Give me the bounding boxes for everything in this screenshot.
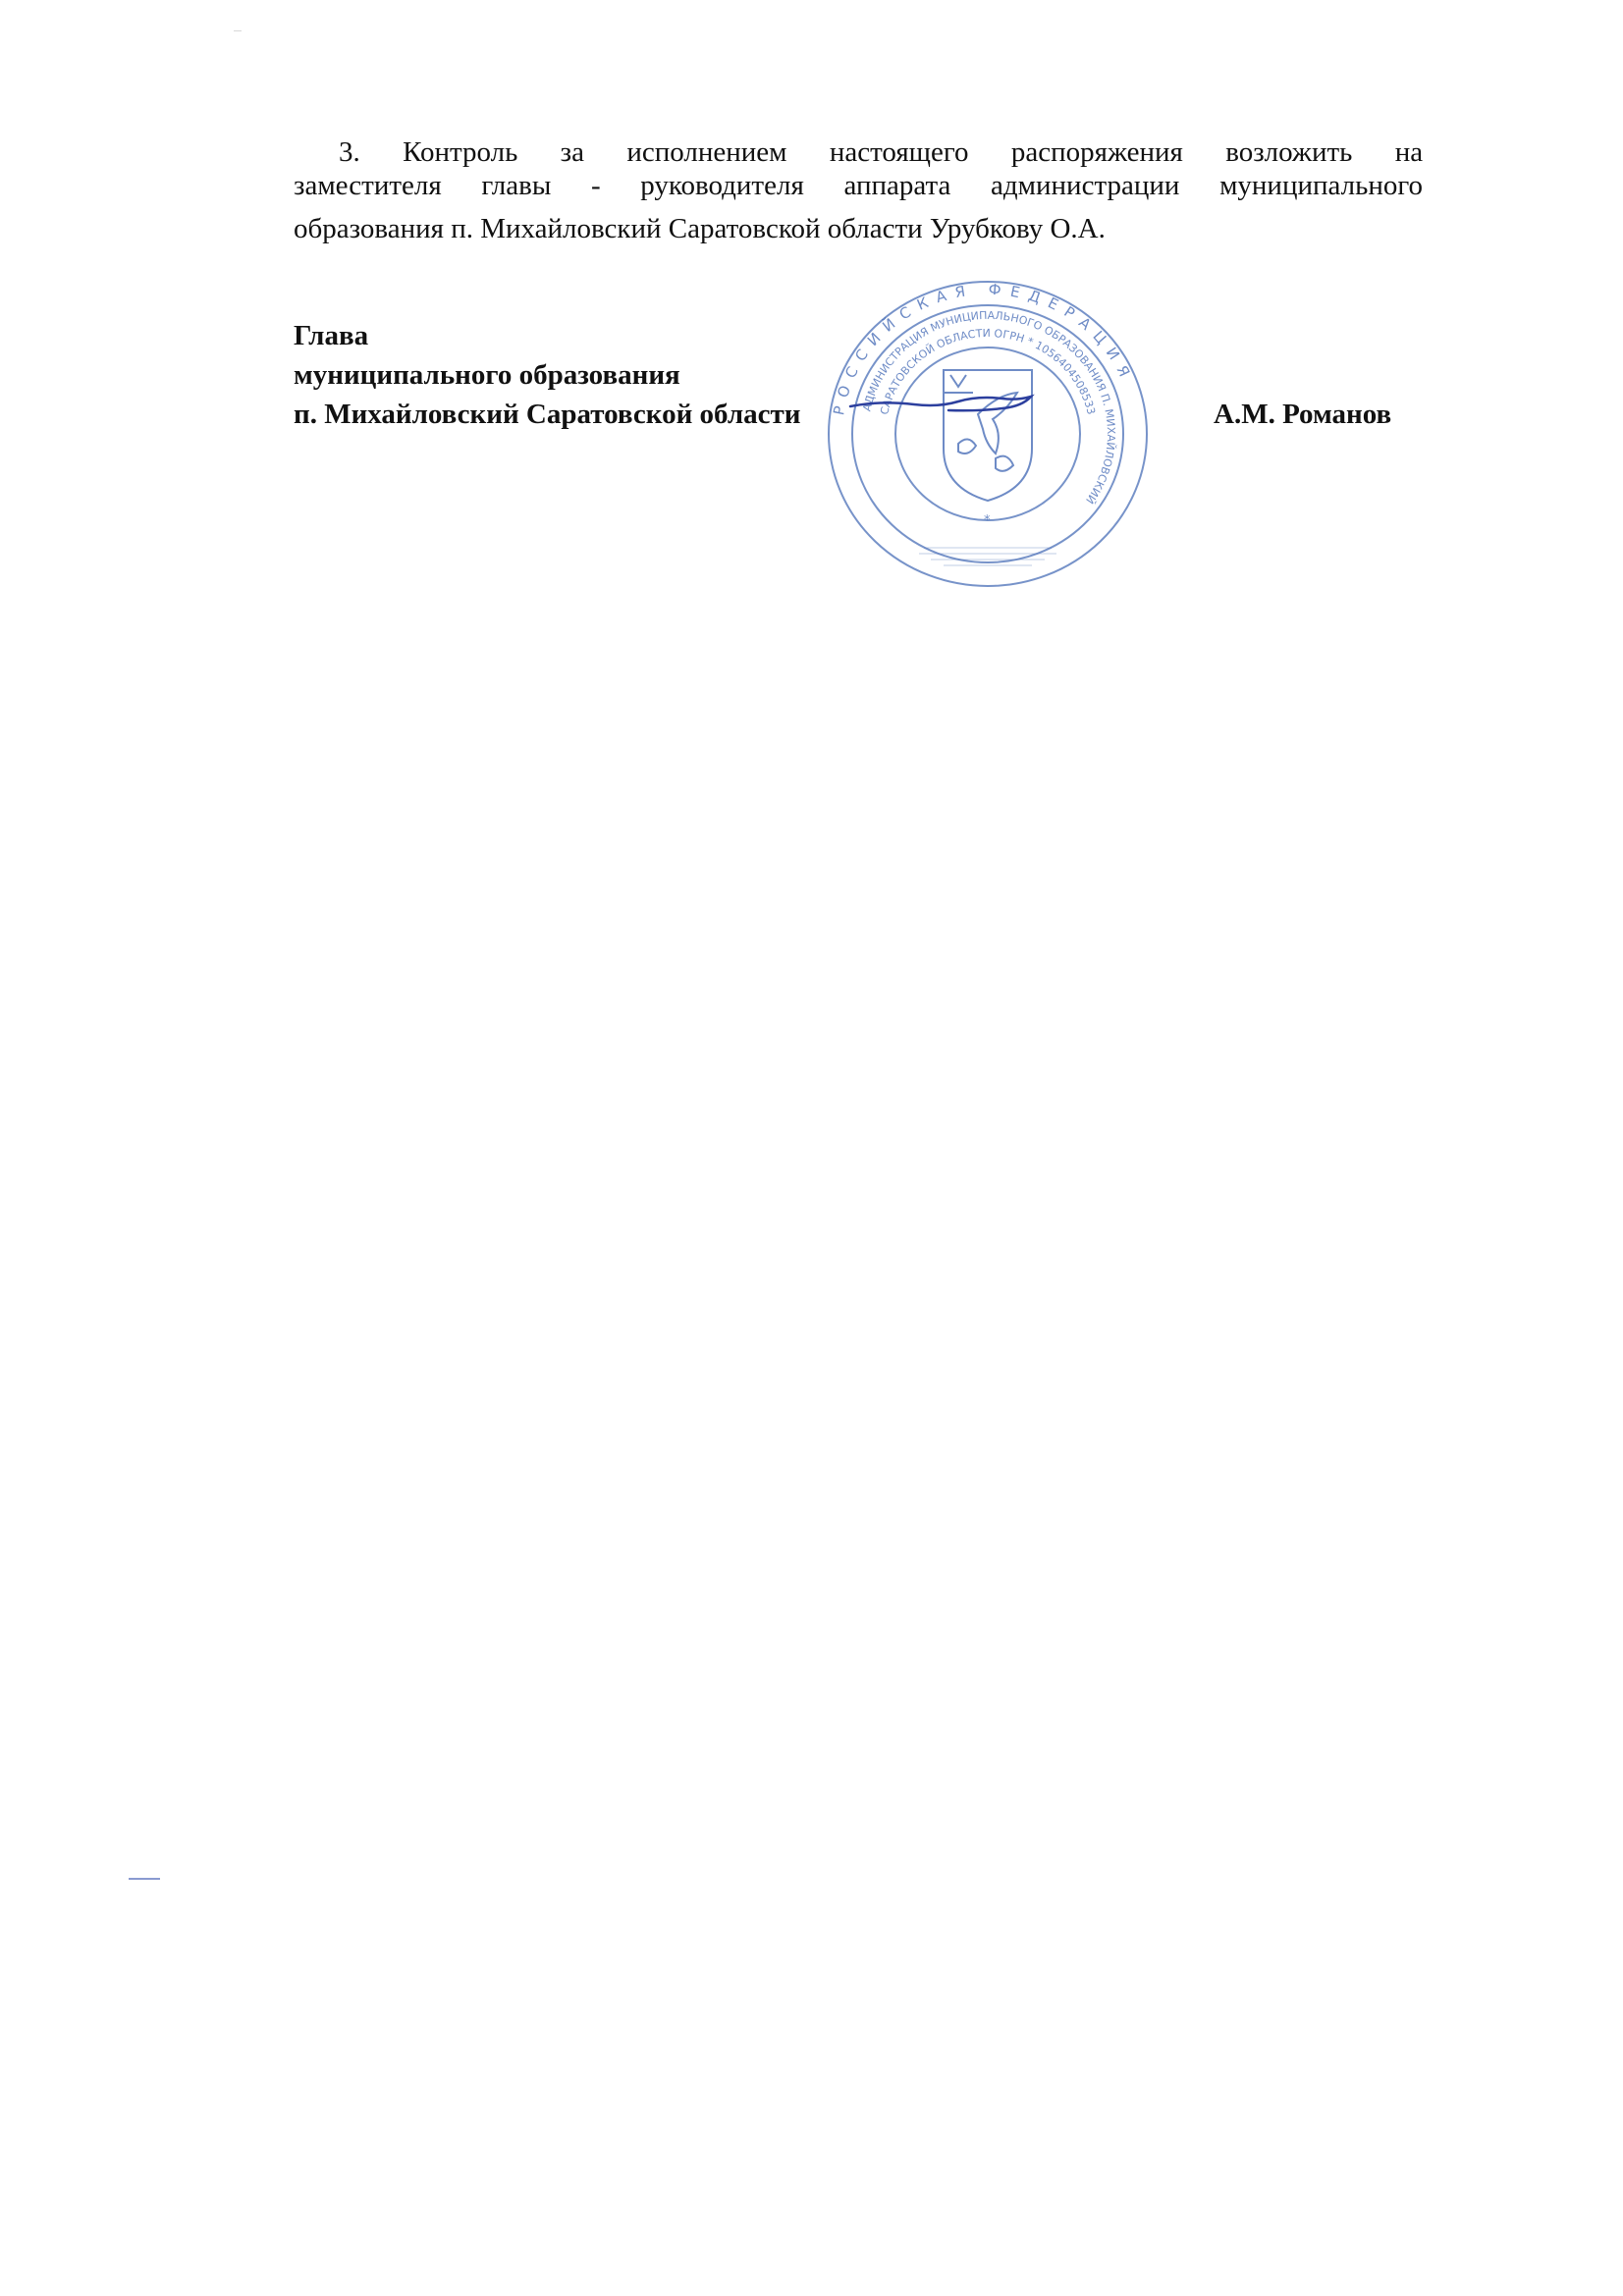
word: исполнением — [626, 136, 787, 168]
stamp-middle-textpath: АДМИНИСТРАЦИЯ МУНИЦИПАЛЬНОГО ОБРАЗОВАНИЯ П. МИХАЙЛОВСКИЙ — [860, 308, 1118, 507]
stamp-star-icon: * — [984, 513, 991, 528]
item3-line3: образования п. Михайловский Саратовской области Урубкову О.А. — [294, 213, 1106, 244]
item3-line1 — [339, 135, 1423, 169]
word: заместителя — [294, 170, 442, 201]
stamp-inner-textpath: САРАТОВСКОЙ ОБЛАСТИ ОГРН * 1056404508533 — [878, 326, 1098, 416]
signature-position-line2: муниципального образования — [294, 359, 680, 391]
word: на — [1394, 136, 1424, 168]
item-number: 3. — [339, 136, 360, 168]
word: возложить — [1225, 136, 1353, 168]
item3-line2 — [294, 169, 1423, 202]
official-stamp — [821, 277, 1155, 591]
signature-position-line3: п. Михайловский Саратовской области — [294, 399, 801, 430]
stamp-outer-textpath: РОССИЙСКАЯ ФЕДЕРАЦИЯ — [830, 280, 1137, 417]
word: аппарата — [843, 170, 951, 201]
signatory-name: А.М. Романов — [1214, 399, 1392, 430]
handwritten-signature — [850, 397, 1031, 410]
word: настоящего — [829, 136, 969, 168]
signature-position-line1: Глава — [294, 320, 369, 351]
word: распоряжения — [1010, 136, 1183, 168]
word: за — [560, 136, 584, 168]
word: муниципального — [1219, 170, 1424, 201]
word: главы - руководителя — [481, 170, 804, 201]
word: Контроль — [403, 136, 518, 168]
scan-artifact — [234, 30, 242, 31]
scan-artifact — [129, 1878, 160, 1880]
word: администрации — [991, 170, 1180, 201]
coat-of-arms-icon — [944, 370, 1032, 501]
